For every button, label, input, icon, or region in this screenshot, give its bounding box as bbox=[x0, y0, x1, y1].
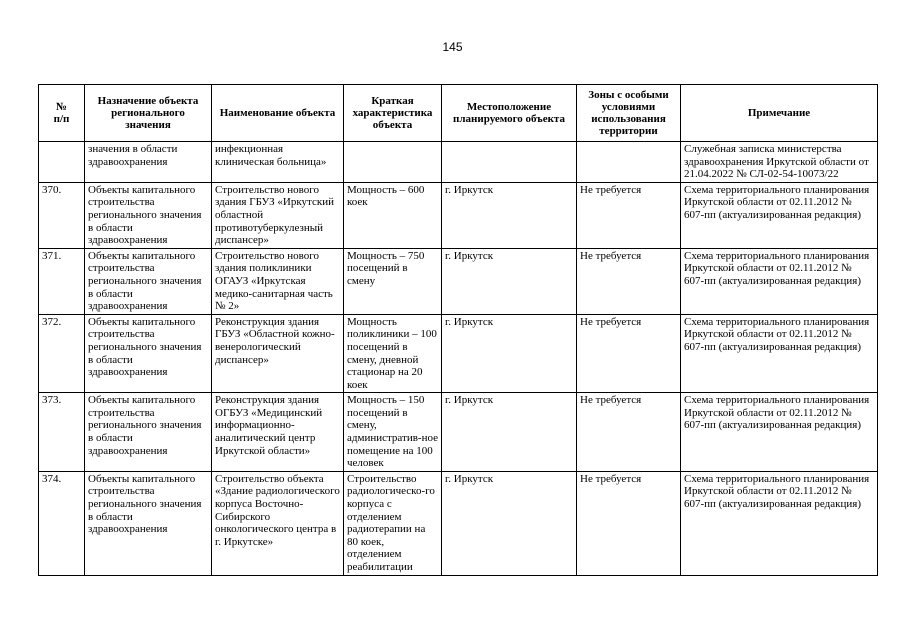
territorial-planning-table bbox=[38, 84, 878, 576]
header-zones: Зоны с особыми условиями использования территории bbox=[577, 85, 681, 142]
cell-zones: Не требуется bbox=[577, 393, 681, 472]
table-row bbox=[39, 393, 878, 472]
cell-zones: Не требуется bbox=[577, 314, 681, 393]
cell-zones bbox=[577, 142, 681, 183]
table-row bbox=[39, 248, 878, 314]
cell-number: 373. bbox=[39, 393, 85, 472]
cell-characteristic: Мощность поликлиники – 100 посещений в смену, дневной стационар на 20 коек bbox=[344, 314, 442, 393]
cell-location: г. Иркутск bbox=[442, 314, 577, 393]
cell-purpose: Объекты капитального строительства регионального значения в области здравоохранения bbox=[85, 248, 212, 314]
header-purpose: Назначение объекта регионального значения bbox=[85, 85, 212, 142]
cell-characteristic: Мощность – 150 посещений в смену, административ-ное помещение на 100 человек bbox=[344, 393, 442, 472]
cell-number: 371. bbox=[39, 248, 85, 314]
cell-number: 370. bbox=[39, 182, 85, 248]
cell-number: 374. bbox=[39, 471, 85, 575]
cell-location: г. Иркутск bbox=[442, 393, 577, 472]
table-row bbox=[39, 471, 878, 575]
cell-location: г. Иркутск bbox=[442, 182, 577, 248]
cell-note: Схема территориального планирования Иркутской области от 02.11.2012 № 607-пп (актуализированная редакция) bbox=[681, 471, 878, 575]
cell-note: Схема территориального планирования Иркутской области от 02.11.2012 № 607-пп (актуализированная редакция) bbox=[681, 393, 878, 472]
table-row bbox=[39, 314, 878, 393]
cell-name: Строительство нового здания ГБУЗ «Иркутский областной противотуберкулезный диспансер» bbox=[212, 182, 344, 248]
cell-purpose: Объекты капитального строительства регионального значения в области здравоохранения bbox=[85, 182, 212, 248]
cell-note: Служебная записка министерства здравоохранения Иркутской области от 21.04.2022 № СЛ-02-54-10073/22 bbox=[681, 142, 878, 183]
cell-note: Схема территориального планирования Иркутской области от 02.11.2012 № 607-пп (актуализированная редакция) bbox=[681, 314, 878, 393]
cell-zones: Не требуется bbox=[577, 248, 681, 314]
header-note: Примечание bbox=[681, 85, 878, 142]
cell-note: Схема территориального планирования Иркутской области от 02.11.2012 № 607-пп (актуализированная редакция) bbox=[681, 248, 878, 314]
cell-number: 372. bbox=[39, 314, 85, 393]
cell-characteristic: Строительство радиологическо-го корпуса с отделением радиотерапии на 80 коек, отделением реабилитации bbox=[344, 471, 442, 575]
table-row bbox=[39, 142, 878, 183]
cell-name: Строительство объекта «Здание радиологического корпуса Восточно-Сибирского онкологического центра в г. Иркутске» bbox=[212, 471, 344, 575]
cell-zones: Не требуется bbox=[577, 471, 681, 575]
cell-characteristic: Мощность – 750 посещений в смену bbox=[344, 248, 442, 314]
header-number: № п/п bbox=[39, 85, 85, 142]
table-row bbox=[39, 182, 878, 248]
cell-purpose: Объекты капитального строительства регионального значения в области здравоохранения bbox=[85, 393, 212, 472]
cell-name: Строительство нового здания поликлиники ОГАУЗ «Иркутская медико-санитарная часть № 2» bbox=[212, 248, 344, 314]
cell-characteristic bbox=[344, 142, 442, 183]
cell-purpose: значения в области здравоохранения bbox=[85, 142, 212, 183]
cell-number bbox=[39, 142, 85, 183]
header-characteristic: Краткая характеристика объекта bbox=[344, 85, 442, 142]
table-header-row bbox=[39, 85, 878, 142]
cell-location bbox=[442, 142, 577, 183]
cell-location: г. Иркутск bbox=[442, 248, 577, 314]
header-name: Наименование объекта bbox=[212, 85, 344, 142]
page-number: 145 bbox=[442, 40, 463, 54]
cell-note: Схема территориального планирования Иркутской области от 02.11.2012 № 607-пп (актуализированная редакция) bbox=[681, 182, 878, 248]
cell-location: г. Иркутск bbox=[442, 471, 577, 575]
header-location: Местоположение планируемого объекта bbox=[442, 85, 577, 142]
cell-purpose: Объекты капитального строительства регионального значения в области здравоохранения bbox=[85, 471, 212, 575]
cell-name: Реконструкция здания ГБУЗ «Областной кожно-венерологический диспансер» bbox=[212, 314, 344, 393]
cell-name: Реконструкция здания ОГБУЗ «Медицинский информационно-аналитический центр Иркутской области» bbox=[212, 393, 344, 472]
cell-characteristic: Мощность – 600 коек bbox=[344, 182, 442, 248]
cell-purpose: Объекты капитального строительства регионального значения в области здравоохранения bbox=[85, 314, 212, 393]
cell-name: инфекционная клиническая больница» bbox=[212, 142, 344, 183]
cell-zones: Не требуется bbox=[577, 182, 681, 248]
